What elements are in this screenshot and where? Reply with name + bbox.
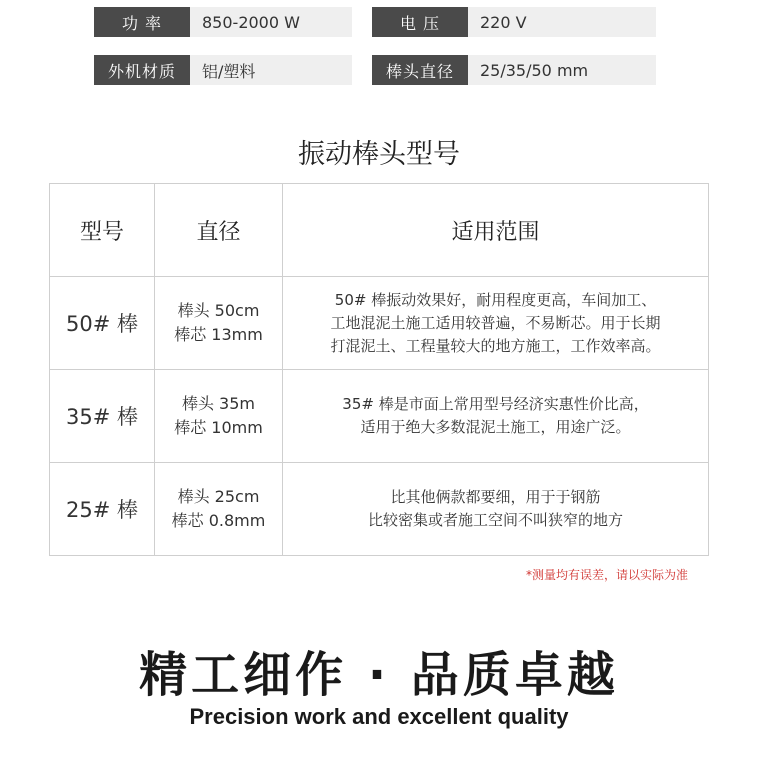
model-diameter [155, 370, 283, 463]
usage-line: 35# 棒是市面上常用型号经济实惠性价比高， [342, 395, 649, 413]
model-diameter [155, 277, 283, 370]
diameter-head: 棒头 50cm [177, 301, 260, 320]
measurement-note: *测量均有误差，请以实际为准 [525, 568, 688, 582]
header-usage: 适用范围 [283, 184, 709, 277]
diameter-core: 棒芯 10mm [174, 418, 263, 437]
model-name: 25# 棒 [50, 463, 155, 556]
model-name: 50# 棒 [50, 277, 155, 370]
spec-power-label: 功 率 [94, 7, 190, 37]
table-header-row [50, 184, 709, 277]
usage-line: 打混泥土、工程量较大的地方施工，工作效率高。 [330, 336, 661, 355]
slogan-cn: 精工细作 · 品质卓越 [139, 647, 619, 703]
header-model: 型号 [50, 184, 155, 277]
spec-housing [94, 55, 352, 85]
diameter-core: 棒芯 13mm [174, 325, 263, 344]
diameter-head: 棒头 35m [181, 394, 256, 413]
model-usage [283, 277, 709, 370]
diameter-core: 棒芯 0.8mm [171, 511, 266, 530]
model-name: 35# 棒 [50, 370, 155, 463]
table-row [50, 463, 709, 556]
spec-voltage-value: 220 V [480, 12, 527, 32]
usage-line: 比其他俩款都要细，用于于钢筋 [390, 488, 601, 506]
spec-power [94, 7, 352, 37]
spec-voltage [372, 7, 656, 37]
model-usage [283, 370, 709, 463]
spec-housing-value: 铝/塑料 [202, 61, 256, 81]
model-usage [283, 463, 709, 556]
section-title: 振动棒头型号 [298, 139, 460, 170]
spec-voltage-label: 电 压 [372, 7, 468, 37]
table-row [50, 370, 709, 463]
spec-power-value: 850-2000 W [202, 12, 300, 32]
spec-housing-label: 外机材质 [94, 55, 190, 85]
usage-line: 工地混泥土施工适用较普遍，不易断芯。用于长期 [330, 313, 661, 332]
header-diameter: 直径 [155, 184, 283, 277]
usage-line: 适用于绝大多数混泥土施工，用途广泛。 [360, 418, 631, 436]
model-table [49, 183, 709, 556]
spec-head-diameter-label: 棒头直径 [372, 55, 468, 85]
spec-head-diameter-value: 25/35/50 mm [480, 60, 589, 80]
slogan-en: Precision work and excellent quality [189, 704, 569, 729]
spec-head-diameter [372, 55, 656, 85]
usage-line: 比较密集或者施工空间不叫狭窄的地方 [367, 511, 623, 529]
table-row [50, 277, 709, 370]
model-diameter [155, 463, 283, 556]
usage-line: 50# 棒振动效果好，耐用程度更高，车间加工、 [334, 290, 657, 309]
diameter-head: 棒头 25cm [177, 487, 260, 506]
